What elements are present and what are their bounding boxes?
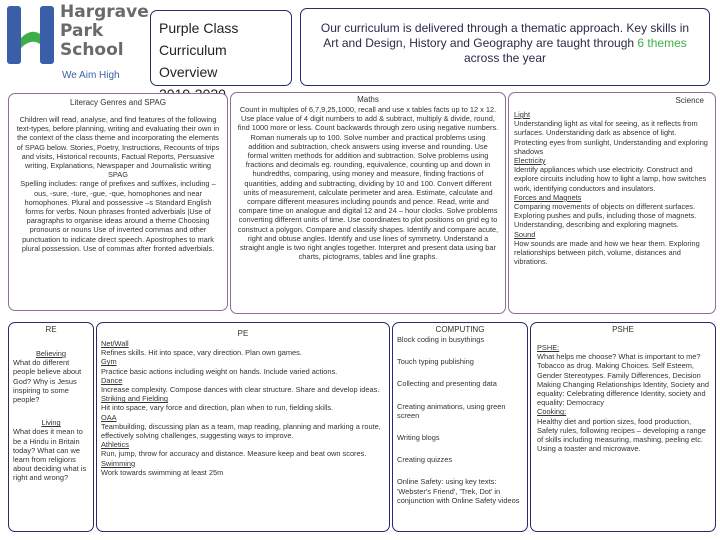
science-panel [508,92,716,314]
pshe-title: PSHE [612,325,634,334]
school-logo [6,2,149,84]
logo-word-3: School [60,40,124,60]
pe-item-heading: Net/Wall [101,339,129,348]
re-item [13,349,89,404]
computing-item: Block coding in busythings [397,335,485,344]
pe-item-text: Refines skills. Hit into space, vary direction. Plan own games. [101,348,302,358]
science-topic-text: Understanding light as vital for seeing, as it reflects from surfaces. Understanding dark as absence of light. Protecting eyes from sunlight, Understanding and exploring shadows [514,119,708,156]
computing-item: Collecting and presenting data [397,379,497,389]
logo-h-emblem-icon [6,4,56,66]
computing-item: Creating quizzes [397,455,453,465]
science-title: Science [675,96,704,105]
re-item-text: What do different people believe about God? Why is Jesus inspiring to some people? [13,358,82,405]
pshe-item-heading: PSHE: [537,343,560,352]
title-line-1: Purple Class [159,20,239,36]
theme-note-box [300,8,710,86]
pe-item-text: Run, jump, throw for accuracy and distance. Measure keep and beat own scores. [101,449,367,459]
re-item-heading: Believing [36,349,66,358]
pe-title: PE [237,329,249,338]
science-topic-text: Comparing movements of objects on different surfaces. Exploring pushes and pulls, including those of magnets. Understanding, describing and exploring magnets. [514,202,697,230]
science-topic-heading: Light [514,110,531,119]
re-title: RE [45,325,57,334]
pe-item-heading: Swimming [101,458,136,468]
re-item-heading: Living [41,418,61,428]
title-line-2: Curriculum Overview [159,42,227,80]
theme-note-text: Our curriculum is delivered through a thematic approach. Key skills in Art and Design, History and Geography are taught through [320,21,690,50]
computing-item: Touch typing publishing [397,357,474,367]
pe-item-text: Increase complexity. Compose dances with clear structure. Share and develop ideas. [101,385,380,395]
re-item [13,418,89,482]
pe-item-text: Hit into space, vary force and direction, plan when to run, fielding skills. [101,403,334,413]
pe-item-heading: Gym [101,357,117,367]
logo-word-2: Park [60,21,104,41]
pe-item-text: Work towards swimming at least 25m [101,467,224,477]
spag-body: Spelling includes: range of prefixes and suffixes, including –ous, -sure, -ture, -gue, -que, homophones and near homophones. Plural and possessive –s Standard English forms for verbs. Noun phrases fronted adverbials |Use of paragraphs to organise ideas around a theme Choosing pronouns or nouns Use of inverted commas and other punctuation to indicate direct speech. Apostrophes to mark plural possession. Use of commas after fronted adverbials. [20,179,216,253]
computing-item: Writing blogs [397,433,440,443]
maths-body: Count in multiples of 6,7,9,25,1000, recall and use x tables facts up to 12 x 12. Use place value of 4 digit numbers to add & subtract, multiply & divide, round, find 1000 more or less. Count backwards through zero using negative numbers. Roman numerals up to 100. Solve number and practical problems using addition and subtraction, check answers using inverse and rounding. Use formal written methods for addition and subtraction. Solve problems using fractions and decimals eg. rounding, equivalence, counting up and down in hundredths, comparing, using money and measure, finding fractions of quantities, adding and subtracting, dividing by 10 and 100. Convert different units of measurement, calculate perimeter and area. Estimate, calculate and compare different measures including pounds and pence. Read, write and compare time on analogue and digital 12 and 24 – hour clocks. Solve problems converting different units of time. Use coordinates to plot positions on grid eg to construct a polygon. Compare and classify shapes. Identify and compare acute, right and obtuse angles. Identify and use lines of symmetry. Understand a straight angle is two right angles together. Interpret and present data using bar charts, pictograms, tables and line graphs. [237,105,499,262]
science-topic-heading: Electricity [514,156,546,166]
pe-item-text: Practice basic actions including weight on hands. Include varied actions. [101,366,338,376]
science-topic-text: How sounds are made and how we hear them. Exploring relationships between pitch, volume, distances and vibrations. [514,238,700,267]
pshe-item-text: What helps me choose? What is important to me? Tobacco as drug. Making Choices. Self Esteem, Gender Stereotypes. Family Differences, Decision Making Changing Relationships Identity, Society and equality: Celebrating difference Identity, society and equality: Democracy [537,352,710,408]
pe-panel [96,322,390,532]
pshe-panel [530,322,716,532]
science-topic-heading: Sound [514,229,536,239]
computing-title: COMPUTING [435,325,485,334]
pshe-item-heading: Cooking: [537,407,567,417]
logo-tagline: We Aim High [62,70,120,81]
pe-item-heading: OAA [101,412,117,422]
title-box [150,10,292,86]
re-panel [8,322,94,532]
logo-word-1: Hargrave [60,2,149,22]
theme-count-highlight: 6 themes [637,36,687,50]
theme-note-tail: across the year [463,51,547,65]
science-topic-text: Identify appliances which use electricity. Construct and explore circuits including how to light a lamp, how switches work, identifying conductors and insulators. [514,165,707,193]
computing-item: Creating animations, using green screen [397,401,506,420]
maths-panel [230,92,506,314]
spag-heading: SPAG [108,170,128,180]
pe-item-heading: Athletics [101,440,129,450]
computing-item: Online Safety: using key texts: 'Webster's Friend', 'Trek, Dot' in conjunction with Online Safety videos [397,477,520,505]
pe-item-heading: Striking and Fielding [101,394,168,404]
pe-item-text: Teambuilding, discussing plan as a team, map reading, planning and marking a route, effectively solving challenges, suggesting ways to improve. [101,421,381,441]
literacy-body: Children will read, analyse, and find features of the following text-types, before planning, writing and evaluating their own in the context of the class theme and incorporating the elements of SPAG below. Stories, Poetry, Instructions, Recounts of trips and visits, Historical recounts, Factual Reports, Persuasive writing, Explanations, Newspaper and Journalistic writing [16,115,220,171]
maths-title: Maths [357,95,379,104]
literacy-title: Literacy Genres and SPAG [70,98,166,107]
pshe-item-text: Healthy diet and portion sizes, food production, Safety rules, following recipes – developing a range of skills including measuring, mashing, peeling etc. Using a toaster and microwave. [537,416,706,454]
literacy-panel [8,93,228,311]
science-topic-heading: Forces and Magnets [514,192,582,202]
computing-panel [392,322,528,532]
pe-item-heading: Dance [101,375,123,385]
re-item-text: What does it mean to be a Hindu in Britain today? What can we learn from religions about deciding what is right and wrong? [13,427,87,483]
